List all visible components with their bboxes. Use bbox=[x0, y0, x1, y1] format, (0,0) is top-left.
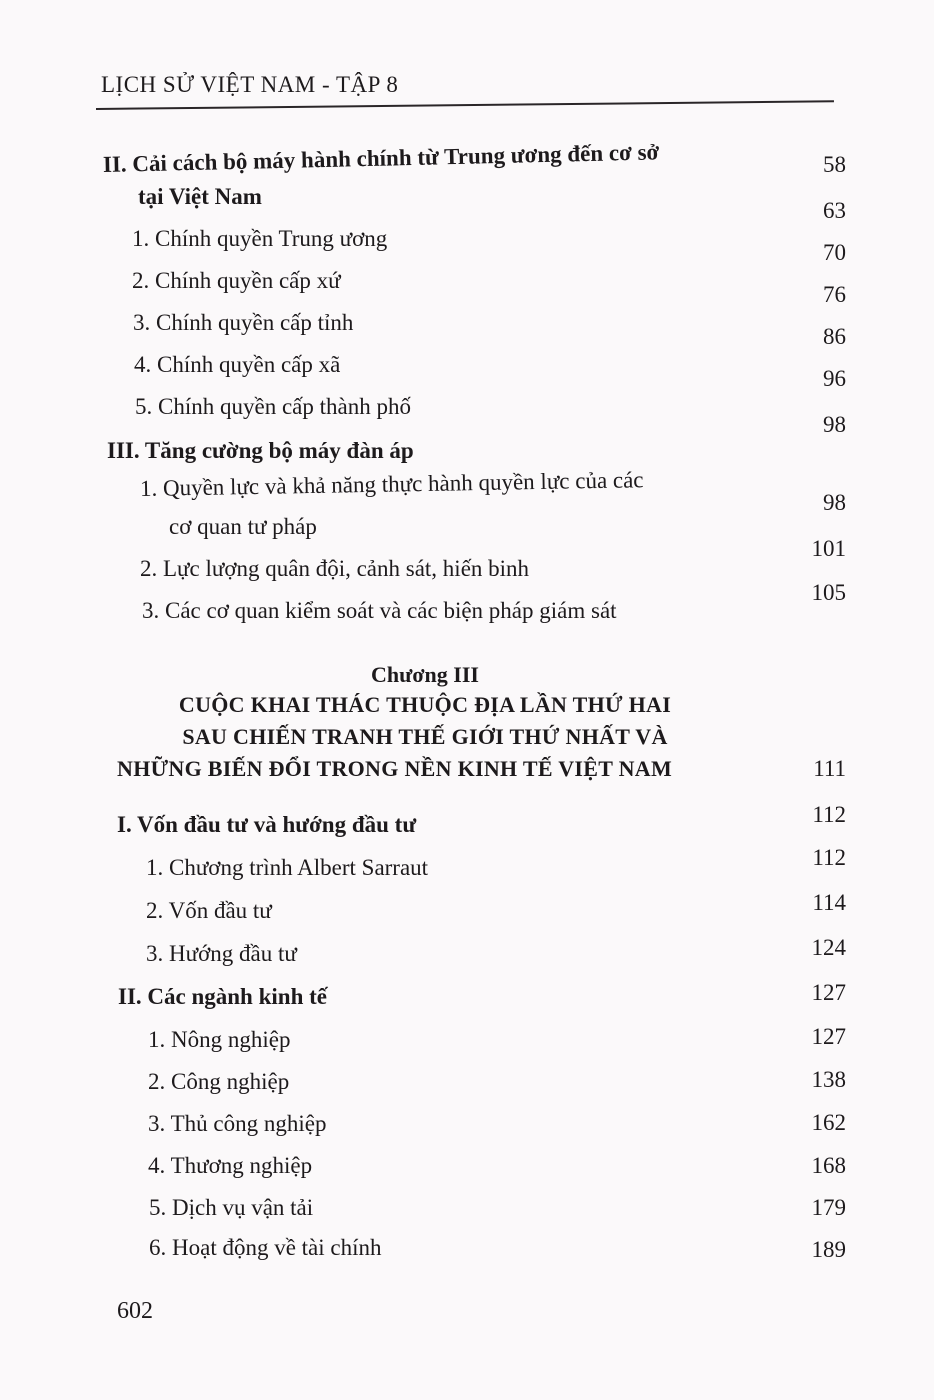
toc-entry-ch3-1-2[interactable] bbox=[0, 890, 934, 928]
toc-entry-label: 5. Dịch vụ vận tải bbox=[149, 1195, 314, 1220]
toc-entry-label: 2. Công nghiệp bbox=[148, 1069, 290, 1094]
toc-entry-3-3[interactable] bbox=[0, 580, 934, 628]
toc-entry-page: 70 bbox=[823, 240, 846, 265]
toc-entry-2-1[interactable] bbox=[0, 198, 934, 256]
toc-entry-ch3-2-6[interactable] bbox=[0, 1235, 934, 1265]
toc-entry-page: 162 bbox=[811, 1110, 846, 1135]
toc-entry-3-1-cont bbox=[0, 514, 934, 544]
running-head: LỊCH SỬ VIỆT NAM - TẬP 8 bbox=[101, 72, 399, 97]
toc-entry-page: 124 bbox=[811, 935, 846, 960]
toc-entry-ch3-section-2[interactable] bbox=[0, 980, 934, 1014]
toc-entry-3-1[interactable] bbox=[0, 467, 934, 515]
toc-entry-page: 111 bbox=[813, 756, 846, 781]
toc-entry-label: 1. Nông nghiệp bbox=[148, 1027, 291, 1052]
toc-entry-ch3-1-3[interactable] bbox=[0, 935, 934, 971]
toc-entry-ch3-2-4[interactable] bbox=[0, 1153, 934, 1183]
toc-entry-label: 3. Các cơ quan kiểm soát và các biện pháp giám sát bbox=[142, 598, 617, 623]
toc-entry-label: 4. Thương nghiệp bbox=[148, 1153, 313, 1178]
toc-entry-section-3[interactable] bbox=[0, 412, 934, 468]
toc-entry-label: 1. Quyền lực và khả năng thực hành quyền lực của các bbox=[139, 467, 644, 501]
toc-entry-label: II. Cải cách bộ máy hành chính từ Trung ương đến cơ sở bbox=[102, 139, 660, 177]
toc-entry-label: 5. Chính quyền cấp thành phố bbox=[135, 394, 411, 419]
toc-entry-page: 127 bbox=[811, 980, 846, 1005]
toc-entry-page: 114 bbox=[812, 890, 846, 915]
toc-entry-label: 2. Chính quyền cấp xứ bbox=[132, 268, 341, 293]
toc-entry-ch3-2-3[interactable] bbox=[0, 1111, 934, 1141]
toc-entry-label: 2. Vốn đầu tư bbox=[146, 898, 272, 923]
toc-entry-label: III. Tăng cường bộ máy đàn áp bbox=[107, 438, 414, 463]
toc-entry-2-2[interactable] bbox=[0, 240, 934, 298]
toc-entry-ch3-2-5[interactable] bbox=[0, 1195, 934, 1225]
chapter-number: Chương III bbox=[371, 662, 479, 687]
toc-entry-page: 63 bbox=[823, 198, 846, 223]
toc-entry-label: 3. Chính quyền cấp tỉnh bbox=[133, 310, 354, 335]
toc-entry-page: 101 bbox=[811, 536, 846, 561]
toc-entry-page: 86 bbox=[823, 324, 846, 349]
toc-entry-label: 6. Hoạt động về tài chính bbox=[149, 1235, 382, 1260]
toc-entry-page: 168 bbox=[811, 1153, 846, 1178]
toc-entry-3-2[interactable] bbox=[0, 536, 934, 586]
toc-entry-label: 1. Chương trình Albert Sarraut bbox=[146, 855, 429, 880]
toc-entry-page: 127 bbox=[811, 1024, 846, 1049]
chapter-title-line1: CUỘC KHAI THÁC THUỘC ĐỊA LẦN THỨ HAI bbox=[178, 692, 672, 717]
toc-entry-page: 98 bbox=[823, 490, 846, 515]
toc-entry-label: 1. Chính quyền Trung ương bbox=[132, 226, 388, 251]
toc-entry-page: 76 bbox=[823, 282, 846, 307]
toc-entry-section-2[interactable] bbox=[0, 139, 934, 182]
toc-entry-label: 3. Hướng đầu tư bbox=[146, 941, 297, 966]
toc-entry-label: 3. Thủ công nghiệp bbox=[148, 1111, 327, 1136]
toc-entry-section-2-cont bbox=[0, 184, 934, 214]
toc-entry-label: tại Việt Nam bbox=[138, 184, 262, 209]
chapter-title-line2: SAU CHIẾN TRANH THẾ GIỚI THỨ NHẤT VÀ bbox=[182, 724, 668, 749]
toc-entry-label: 4. Chính quyền cấp xã bbox=[134, 352, 341, 377]
page-number: 602 bbox=[117, 1298, 153, 1324]
toc-entry-label: I. Vốn đầu tư và hướng đầu tư bbox=[117, 812, 417, 837]
toc-entry-page: 105 bbox=[811, 580, 846, 605]
toc-entry-ch3-1-1[interactable] bbox=[0, 845, 934, 885]
toc-entry-2-3[interactable] bbox=[0, 282, 934, 340]
header-rule bbox=[96, 100, 834, 110]
toc-entry-page: 112 bbox=[812, 845, 846, 870]
toc-entry-label: II. Các ngành kinh tế bbox=[118, 984, 327, 1009]
toc-entry-page: 58 bbox=[823, 152, 846, 177]
toc-entry-ch3-section-1[interactable] bbox=[0, 802, 934, 842]
toc-entry-2-5[interactable] bbox=[0, 366, 934, 424]
toc-entry-page: 98 bbox=[823, 412, 846, 437]
toc-entry-page: 138 bbox=[811, 1067, 846, 1092]
toc-entry-chapter-3[interactable] bbox=[0, 756, 934, 786]
chapter-title-line3: NHỮNG BIẾN ĐỔI TRONG NỀN KINH TẾ VIỆT NAM bbox=[117, 756, 673, 781]
toc-entry-label: cơ quan tư pháp bbox=[169, 514, 317, 539]
toc-entry-page: 96 bbox=[823, 366, 846, 391]
toc-entry-page: 112 bbox=[812, 802, 846, 827]
toc-entry-2-4[interactable] bbox=[0, 324, 934, 382]
toc-entry-ch3-2-1[interactable] bbox=[0, 1024, 934, 1057]
toc-entry-page: 179 bbox=[811, 1195, 846, 1220]
toc-entry-ch3-2-2[interactable] bbox=[0, 1069, 934, 1099]
toc-entry-label: 2. Lực lượng quân đội, cảnh sát, hiến binh bbox=[140, 556, 530, 581]
toc-entry-page: 189 bbox=[811, 1237, 846, 1262]
